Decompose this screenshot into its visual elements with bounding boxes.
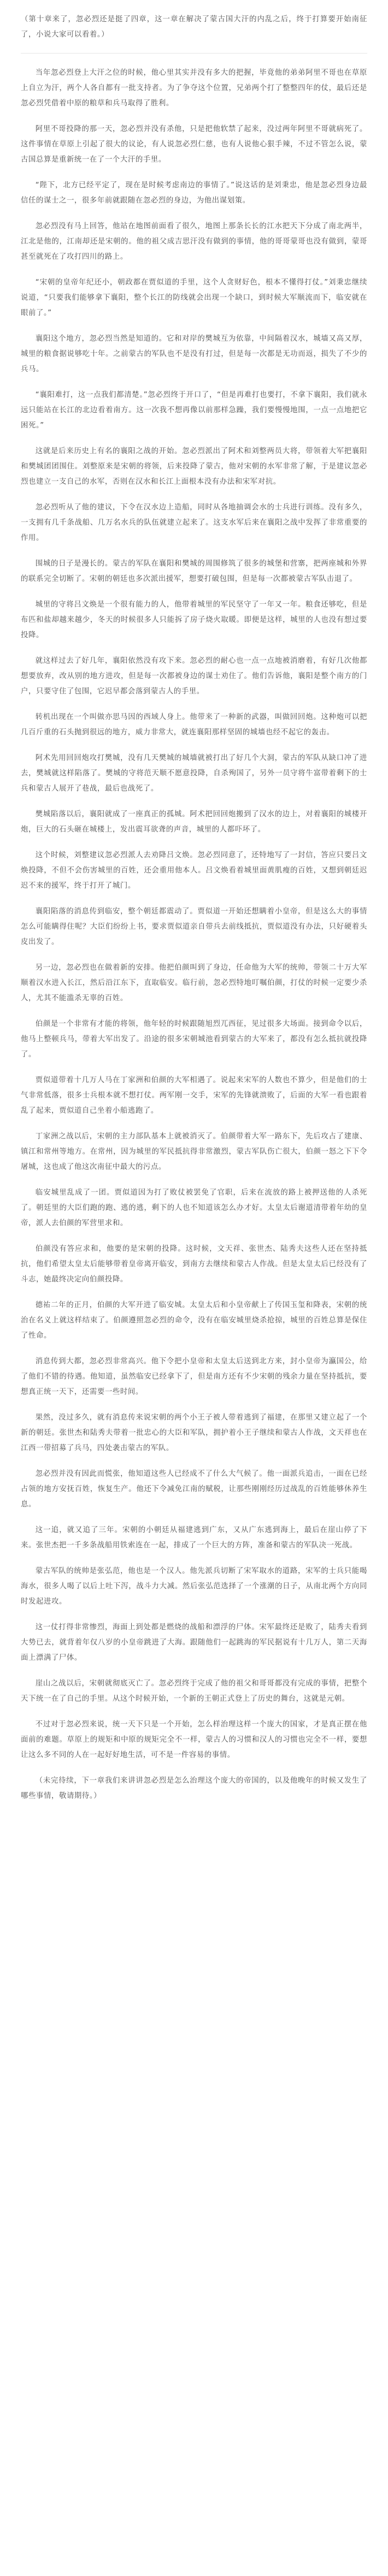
paragraph: 襄阳陷落的消息传到临安，整个朝廷都震动了。贾似道一开始还想瞒着小皇帝，但是这么大的事情怎么可能瞒得住呢？大臣们纷纷上书，要求贾似道亲自带兵去前线抵抗，贾似道没有办法，只好硬着头皮出发了。	[21, 907, 367, 946]
paragraph: “宋朝的皇帝年纪还小，朝政都在贾似道的手里，这个人贪财好色，根本不懂得打仗。”刘秉忠继续说道，“只要我们能够拿下襄阳，整个长江的防线就会出现一个缺口，到时候大军顺流而下，临安就在眼前了。”	[21, 278, 367, 317]
paragraph: 当年忽必烈登上大汗之位的时候，他心里其实并没有多大的把握，毕竟他的弟弟阿里不哥也在草原上自立为汗，两个人各自都有一批支持者。为了争夺这个位置，兄弟两个打了整整四年的仗，最后还是忽必烈凭借着中原的粮草和兵马取得了胜利。	[21, 69, 367, 108]
paragraph: 临安城里乱成了一团。贾似道因为打了败仗被罢免了官职，后来在流放的路上被押送他的人杀死了。朝廷里的大臣们跑的跑、逃的逃，剩下的人也不知道该怎么办才好。太皇太后谢道清带着年幼的皇帝，派人去伯颜的军营里求和。	[21, 1189, 367, 1227]
paragraph: 围城的日子是漫长的。蒙古的军队在襄阳和樊城的周围修筑了很多的城堡和营寨，把两座城和外界的联系完全切断了。宋朝的朝廷也多次派出援军，想要打破包围，但是每一次都被蒙古军队击退了。	[21, 560, 367, 583]
article-body	[21, 12, 367, 1814]
paragraph: （未完待续，下一章我们来讲讲忽必烈是怎么治理这个庞大的帝国的，以及他晚年的时候又发生了哪些事情，敬请期待。）	[21, 1777, 367, 1800]
paragraph: 消息传到大都，忽必烈非常高兴。他下令把小皇帝和太皇太后送到北方来，封小皇帝为瀛国公，给了他们不错的待遇。他知道，虽然临安已经拿下了，但是南方还有不少宋朝的残余力量在坚持抵抗，要想真正统一天下，还需要一些时间。	[21, 1357, 367, 1396]
paragraph: 伯颜是一个非常有才能的将领，他年轻的时候跟随旭烈兀西征，见过很多大场面。接到命令以后，他马上整顿兵马，带着大军出发了。沿途的很多宋朝城池看到蒙古的大军来了，都没有怎么抵抗就投降了。	[21, 1020, 367, 1059]
paragraph: 这一追，就又追了三年。宋朝的小朝廷从福建逃到广东，又从广东逃到海上，最后在崖山停了下来。张世杰把一千多条战船用铁索连在一起，排成了一个巨大的方阵，准备和蒙古的军队决一死战。	[21, 1526, 367, 1550]
paragraph: “襄阳难打，这一点我们都清楚。”忽必烈终于开口了，“但是再难打也要打，不拿下襄阳，我们就永远只能站在长江的北边看着南方。这一次我不想再像以前那样急躁，我们要慢慢地围，一点一点地把它困死。”	[21, 391, 367, 430]
paragraph: 不过对于忽必烈来说，统一天下只是一个开始，怎么样治理这样一个庞大的国家，才是真正摆在他面前的难题。草原上的规矩和中原的规矩完全不一样，蒙古人的习惯和汉人的习惯也完全不一样，要想让这么多不同的人在一起好好地生活，可不是一件容易的事情。	[21, 1720, 367, 1759]
paragraph: 果然，没过多久，就有消息传来说宋朝的两个小王子被人带着逃到了福建，在那里又建立起了一个新的朝廷。张世杰和陆秀夫带着一批忠心的大臣和军队，拥护着小王子继续和蒙古人作战，文天祥也在江西一带招募了兵马，四处袭击蒙古的军队。	[21, 1414, 367, 1452]
paragraph: 这个时候，刘整建议忽必烈派人去劝降吕文焕。忽必烈同意了，还特地写了一封信，答应只要吕文焕投降，不但不会伤害城里的百姓，还会重用他本人。吕文焕看着城里面黄肌瘦的百姓，又想到朝廷迟迟不来的援军，终于打开了城门。	[21, 851, 367, 890]
paragraph: 伯颜没有答应求和，他要的是宋朝的投降。这时候，文天祥、张世杰、陆秀夫这些人还在坚持抵抗，他们希望太皇太后能够带着皇帝离开临安，到南方去继续和蒙古人作战。但是太皇太后已经没有了斗志，她最终决定向伯颜投降。	[21, 1245, 367, 1284]
paragraph: 襄阳这个地方，忽必烈当然是知道的。它和对岸的樊城互为依靠，中间隔着汉水，城墙又高又厚，城里的粮食据说够吃十年。之前蒙古的军队也不是没有打过，但是每一次都是无功而返，损失了不少的兵马。	[21, 335, 367, 373]
paragraph: 城里的守将吕文焕是一个很有能力的人，他带着城里的军民坚守了一年又一年。粮食还够吃，但是布匹和盐却越来越少，冬天的时候很多人只能拆了房子烧火取暖。即便是这样，城里的人也没有想过要投降。	[21, 601, 367, 639]
paragraph-list	[21, 66, 367, 1804]
paragraph: 蒙古军队的统帅是张弘范，他也是一个汉人。他先派兵切断了宋军取水的道路，宋军的士兵只能喝海水，很多人喝了以后上吐下泻，战斗力大减。然后张弘范选择了一个涨潮的日子，从南北两个方向同时发起进攻。	[21, 1567, 367, 1606]
paragraph: 另一边，忽必烈也在做着新的安排。他把伯颜叫到了身边，任命他为大军的统帅，带领二十万大军顺着汉水进入长江，然后沿江东下，直取临安。临行前，忽必烈特地叮嘱伯颜，打仗的时候一定要少杀人，尤其不能滥杀无辜的百姓。	[21, 964, 367, 1002]
paragraph: 忽必烈听从了他的建议，下令在汉水边上造船，同时从各地抽调会水的士兵进行训练。没有多久，一支拥有几千条战船、几万名水兵的队伍就建立起来了。这支水军后来在襄阳之战中发挥了非常重要的作用。	[21, 503, 367, 542]
paragraph: 樊城陷落以后，襄阳就成了一座真正的孤城。阿术把回回炮搬到了汉水的边上，对着襄阳的城楼开炮，巨大的石头砸在城楼上，发出震耳欲聋的声音，城里的人都吓坏了。	[21, 810, 367, 834]
paragraph: 就这样过去了好几年，襄阳依然没有攻下来。忽必烈的耐心也一点一点地被消磨着，有好几次他都想要放弃，改从别的地方进攻，但是每一次都被身边的谋士劝住了。他们告诉他，襄阳是整个南方的门户，只要守住了包围，它迟早都会落到蒙古人的手里。	[21, 657, 367, 696]
paragraph: 阿里不哥投降的那一天，忽必烈并没有杀他，只是把他软禁了起来，没过两年阿里不哥就病死了。这件事情在草原上引起了很大的议论，有人说忽必烈仁慈，也有人说他心狠手辣，不过不管怎么说，蒙古国总算是重新统一在了一个大汗的手里。	[21, 125, 367, 164]
paragraph: 贾似道带着十几万人马在丁家洲和伯颜的大军相遇了。说起来宋军的人数也不算少，但是他们的士气非常低落，很多士兵根本就不想打仗。两军刚一交手，宋军的先锋就溃败了，后面的大军一看也跟着乱了起来，贾似道自己坐着小船逃跑了。	[21, 1076, 367, 1115]
paragraph: 崖山之战以后，宋朝就彻底灭亡了。忽必烈终于完成了他的祖父和哥哥都没有完成的事情，把整个天下统一在了自己的手里。从这个时候开始，一个新的王朝正式登上了历史的舞台，这就是元朝。	[21, 1679, 367, 1703]
section-divider	[21, 53, 367, 54]
paragraph: 阿术先用回回炮攻打樊城，没有几天樊城的城墙就被打出了好几个大洞，蒙古的军队从缺口冲了进去，樊城就这样陷落了。樊城的守将范天顺不愿意投降，自杀殉国了，另外一员守将牛富带着剩下的士兵和蒙古人展开了巷战，最后也战死了。	[21, 754, 367, 793]
paragraph: 丁家洲之战以后，宋朝的主力部队基本上就被消灭了。伯颜带着大军一路东下，先后攻占了建康、镇江和常州等地方。在常州，因为城里的军民抵抗得非常激烈，蒙古军队伤亡很大，伯颜一怒之下下令屠城，这也成了他这次南征中最大的污点。	[21, 1132, 367, 1171]
paragraph: 转机出现在一个叫做亦思马因的西域人身上。他带来了一种新的武器，叫做回回炮。这种炮可以把几百斤重的石头抛到很远的地方，威力非常大，就连襄阳那样坚固的城墙也经不起它的轰击。	[21, 713, 367, 737]
paragraph: 这一仗打得非常惨烈，海面上到处都是燃烧的战船和漂浮的尸体。宋军最终还是败了，陆秀夫看到大势已去，就背着年仅八岁的小皇帝跳进了大海。跟随他们一起跳海的军民据说有十几万人，第二天海面上漂满了尸体。	[21, 1623, 367, 1662]
paragraph: 这就是后来历史上有名的襄阳之战的开始。忽必烈派出了阿术和刘整两员大将，带领着大军把襄阳和樊城团团围住。刘整原来是宋朝的将领，后来投降了蒙古，他对宋朝的水军非常了解，于是建议忽必烈也建立一支自己的水军，否则在汉水和长江上面根本没有办法和宋军对抗。	[21, 447, 367, 486]
paragraph: 德祐二年的正月，伯颜的大军开进了临安城。太皇太后和小皇帝献上了传国玉玺和降表，宋朝的统治在名义上就这样结束了。伯颜遵照忽必烈的命令，没有在临安城里烧杀抢掠，城里的百姓总算是保住了性命。	[21, 1301, 367, 1340]
intro-note: （第十章来了，忽必烈还是挺了四章，这一章在解决了蒙古国大汗的内乱之后，终于打算要开始南征了，小说大家可以看着。）	[21, 15, 367, 39]
paragraph: 忽必烈并没有因此而慌张，他知道这些人已经成不了什么大气候了。他一面派兵追击，一面在已经占领的地方安抚百姓，恢复生产。他还下令减免江南的赋税，让那些刚刚经历过战乱的百姓能够休养生息。	[21, 1470, 367, 1509]
paragraph: “陛下，北方已经平定了，现在是时候考虑南边的事情了。”说这话的是刘秉忠，他是忽必烈身边最信任的谋士之一，很多年前就跟随在忽必烈的身边，为他出谋划策。	[21, 181, 367, 205]
paragraph: 忽必烈没有马上回答，他站在地图前面看了很久，地图上那条长长的江水把天下分成了南北两半，江北是他的，江南却还是宋朝的。他的祖父成吉思汗没有做到的事情，他的哥哥蒙哥也没有做到，蒙哥甚至就死在了攻打四川的路上。	[21, 222, 367, 261]
